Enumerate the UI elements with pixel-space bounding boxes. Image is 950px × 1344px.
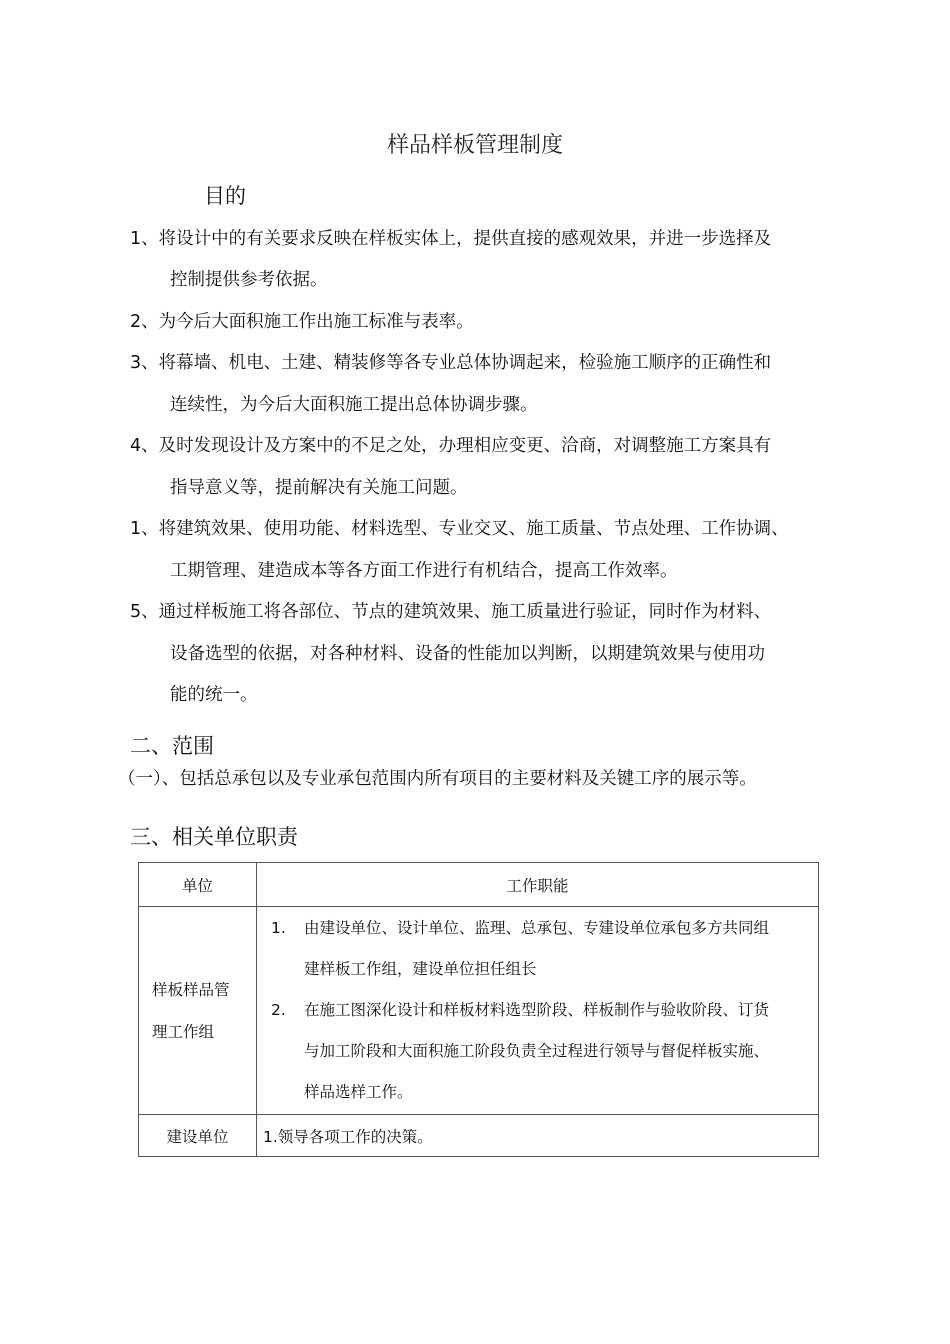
purpose-item-3-line2: 连续性，为今后大面积施工提出总体协调步骤。 <box>170 395 538 415</box>
unit-cell: 建设单位 <box>139 1115 257 1157</box>
duty-cell: 1.领导各项工作的决策。 <box>257 1115 819 1157</box>
purpose-item-6-line3: 能的统一。 <box>170 685 258 705</box>
duty-item-number: 2. <box>271 1001 286 1019</box>
duty-item-number: 1. <box>271 919 286 937</box>
purpose-item-6-line1: 5、通过样板施工将各部位、节点的建筑效果、施工质量进行验证，同时作为材料、 <box>130 602 772 622</box>
duty-item-text: 样品选样工作。 <box>304 1083 413 1101</box>
duty-item-text: 在施工图深化设计和样板材料选型阶段、样板制作与验收阶段、订货 <box>304 1001 770 1019</box>
purpose-item-4-line1: 4、及时发现设计及方案中的不足之处，办理相应变更、洽商，对调整施工方案具有 <box>130 436 772 456</box>
table-header-row <box>139 863 819 907</box>
doc-title: 样品样板管理制度 <box>386 133 563 158</box>
purpose-item-3-line1: 3、将幕墙、机电、土建、精装修等各专业总体协调起来，检验施工顺序的正确性和 <box>130 353 772 373</box>
duty-item-1-cont <box>257 949 818 990</box>
table-row <box>139 1115 819 1157</box>
table-row <box>139 907 819 1115</box>
section-purpose-heading: 目的 <box>204 184 246 208</box>
duties-table <box>138 862 819 1157</box>
header-unit: 单位 <box>139 863 257 907</box>
unit-line: 样板样品管 <box>152 980 230 999</box>
header-duty: 工作职能 <box>257 863 819 907</box>
duty-item-text: 建样板工作组，建设单位担任组长 <box>304 960 537 978</box>
unit-cell <box>139 907 257 1115</box>
purpose-item-1-line2: 控制提供参考依据。 <box>170 270 328 290</box>
duty-cell <box>257 907 819 1115</box>
duty-item-text: 由建设单位、设计单位、监理、总承包、专建设单位承包多方共同组 <box>304 919 770 937</box>
purpose-item-2-line1: 2、为今后大面积施工作出施工标准与表率。 <box>130 312 474 332</box>
duty-item-2-cont <box>257 1031 818 1072</box>
section-duties-heading: 三、相关单位职责 <box>130 825 298 849</box>
unit-line: 理工作组 <box>152 1022 215 1041</box>
purpose-item-6-line2: 设备选型的依据，对各种材料、设备的性能加以判断，以期建筑效果与使用功 <box>170 644 765 664</box>
duty-item-2-cont <box>257 1072 818 1113</box>
purpose-item-5-line2: 工期管理、建造成本等各方面工作进行有机结合，提高工作效率。 <box>170 561 678 581</box>
duty-item-2 <box>257 990 818 1031</box>
duty-item-1 <box>257 908 818 949</box>
purpose-item-4-line2: 指导意义等，提前解决有关施工问题。 <box>170 478 468 498</box>
section-scope-heading: 二、范围 <box>130 734 214 758</box>
purpose-item-1-line1: 1、将设计中的有关要求反映在样板实体上，提供直接的感观效果，并进一步选择及 <box>130 229 772 249</box>
scope-text: （一）、包括总承包以及专业承包范围内所有项目的主要材料及关键工序的展示等。 <box>118 769 757 789</box>
purpose-item-5-line1: 1、将建筑效果、使用功能、材料选型、专业交叉、施工质量、节点处理、工作协调、 <box>130 519 789 539</box>
duty-item-text: 与加工阶段和大面积施工阶段负责全过程进行领导与督促样板实施、 <box>304 1042 770 1060</box>
